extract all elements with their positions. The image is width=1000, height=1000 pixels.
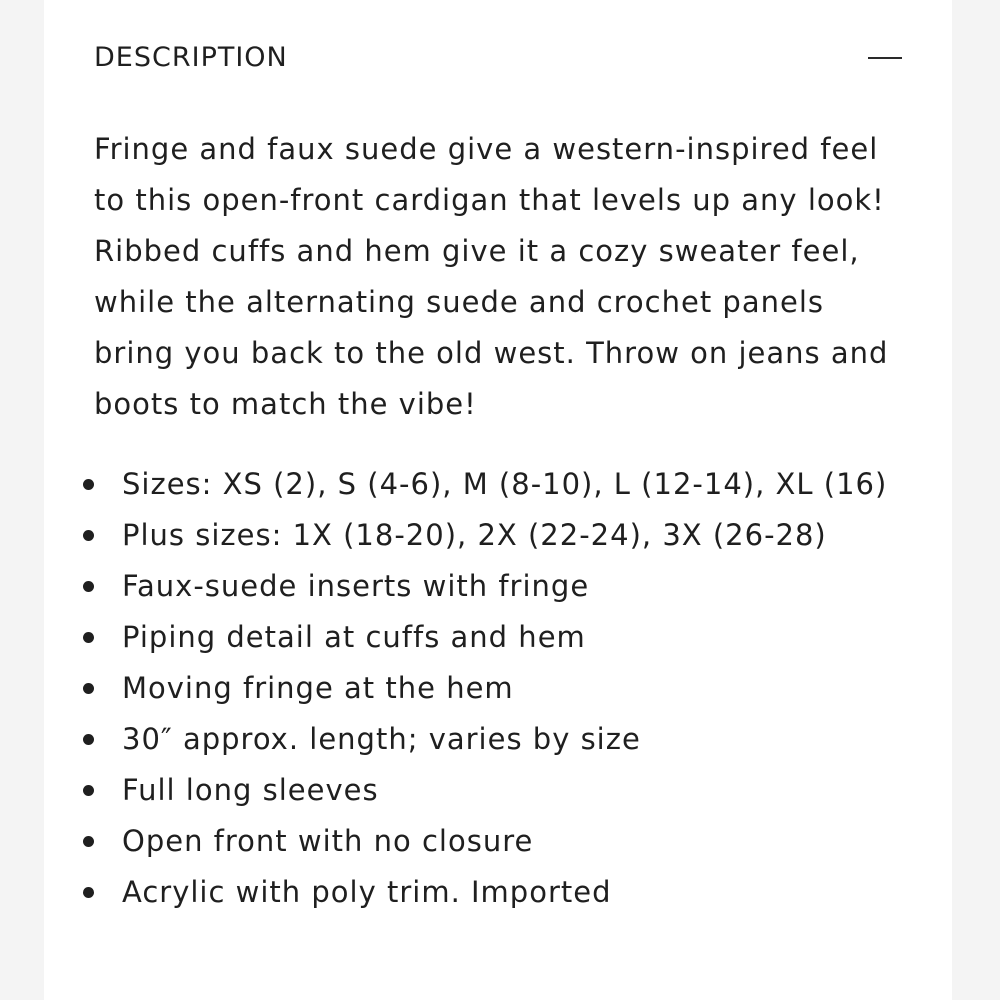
bullet-icon xyxy=(83,836,94,847)
description-paragraph: Fringe and faux suede give a western-inspired feel to this open-front cardigan that levels up any look! Ribbed cuffs and hem give it a cozy sweater feel, while the alternating suede and crochet panels bring you back to the old west. Throw on jeans and boots to match the vibe! xyxy=(94,132,889,421)
feature-text: Open front with no closure xyxy=(122,824,534,858)
accordion-header[interactable] xyxy=(94,38,910,78)
bullet-icon xyxy=(83,632,94,643)
list-item xyxy=(122,459,922,510)
list-item xyxy=(122,714,922,765)
feature-text: Full long sleeves xyxy=(122,773,379,807)
list-item xyxy=(122,867,922,918)
list-item xyxy=(122,612,922,663)
feature-text: Plus sizes: 1X (18-20), 2X (22-24), 3X (26-28) xyxy=(122,518,827,552)
bullet-icon xyxy=(83,479,94,490)
section-title: DESCRIPTION xyxy=(94,42,288,73)
bullet-icon xyxy=(83,581,94,592)
list-item xyxy=(122,765,922,816)
feature-text: Sizes: XS (2), S (4-6), M (8-10), L (12-14), XL (16) xyxy=(122,467,888,501)
bullet-icon xyxy=(83,785,94,796)
feature-list xyxy=(122,459,922,918)
bullet-icon xyxy=(83,530,94,541)
bullet-icon xyxy=(83,887,94,898)
bullet-icon xyxy=(83,734,94,745)
feature-text: Acrylic with poly trim. Imported xyxy=(122,875,612,909)
list-item xyxy=(122,510,922,561)
list-item xyxy=(122,663,922,714)
feature-text: 30″ approx. length; varies by size xyxy=(122,722,641,756)
list-item xyxy=(122,561,922,612)
bullet-icon xyxy=(83,683,94,694)
feature-text: Piping detail at cuffs and hem xyxy=(122,620,586,654)
minus-icon xyxy=(868,57,902,59)
list-item xyxy=(122,816,922,867)
feature-text: Moving fringe at the hem xyxy=(122,671,514,705)
collapse-toggle-icon[interactable] xyxy=(868,42,904,74)
feature-text: Faux-suede inserts with fringe xyxy=(122,569,590,603)
